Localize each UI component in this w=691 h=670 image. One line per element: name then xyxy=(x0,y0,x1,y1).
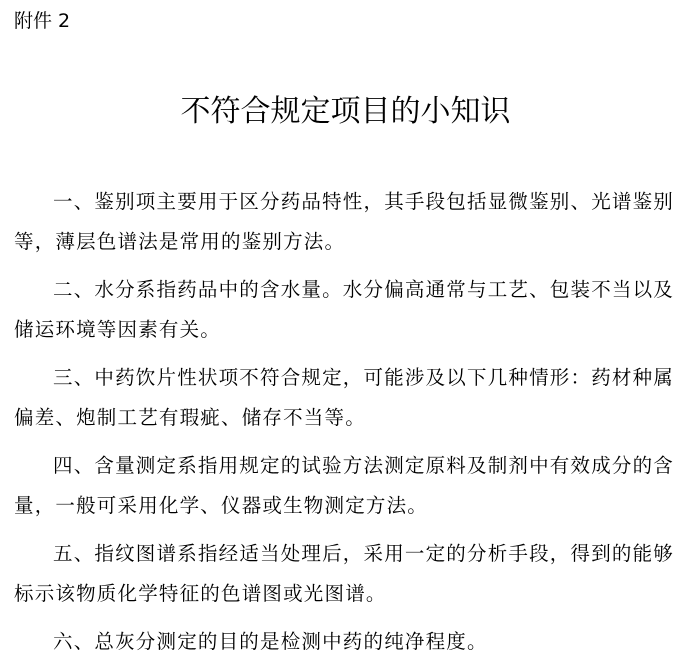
paragraph-total-ash: 六、总灰分测定的目的是检测中药的纯净程度。 xyxy=(53,630,488,653)
paragraph-assay: 四、含量测定系指用规定的试验方法测定原料及制剂中有效成分的含量，一般可采用化学、仪器或生物测定方法。 xyxy=(14,454,675,517)
document-title: 不符合规定项目的小知识 xyxy=(180,94,511,129)
paragraph-identification: 一、鉴别项主要用于区分药品特性，其手段包括显微鉴别、光谱鉴别等，薄层色谱法是常用的鉴别方法。 xyxy=(14,190,675,253)
paragraph-fingerprint: 五、指纹图谱系指经适当处理后，采用一定的分析手段，得到的能够标示该物质化学特征的色谱图或光图谱。 xyxy=(14,542,675,605)
paragraph-appearance: 三、中药饮片性状项不符合规定，可能涉及以下几种情形：药材种属偏差、炮制工艺有瑕疵、储存不当等。 xyxy=(14,366,675,429)
paragraph-moisture: 二、水分系指药品中的含水量。水分偏高通常与工艺、包装不当以及储运环境等因素有关。 xyxy=(14,278,675,341)
attachment-label: 附件 2 xyxy=(14,10,71,32)
document-body xyxy=(14,182,674,670)
